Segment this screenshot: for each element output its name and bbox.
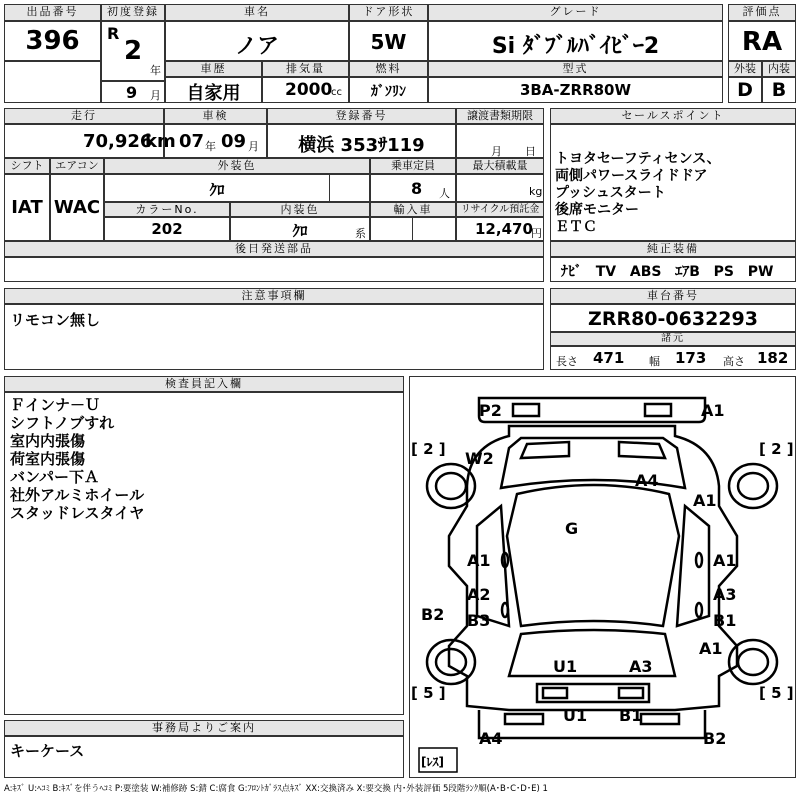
reg-month: 9 (126, 83, 138, 102)
inspector-notes (10, 396, 144, 522)
capacity-cell (370, 174, 456, 202)
sales-point-item: プッシュスタート (555, 185, 666, 201)
model-cell (428, 77, 723, 103)
first-reg-year-cell (101, 21, 165, 81)
genuine-header: 純正装備 (550, 241, 796, 257)
caution-text: リモコン無し (10, 311, 101, 329)
tire-rear-left-icon (427, 640, 475, 684)
score: RA (741, 27, 783, 57)
damage-mark: A1 (693, 491, 717, 510)
color-no-header: カラーNo. (104, 202, 230, 217)
int-color-header: 内装色 (230, 202, 370, 217)
chassis-no: ZRR80-0632293 (588, 308, 758, 330)
shift-header: シフト (4, 158, 50, 174)
mileage: 70,926 (83, 131, 153, 152)
import-divider (412, 218, 413, 240)
reg-month-unit: 月 (150, 89, 161, 102)
sales-point-header: セールスポイント (550, 108, 796, 124)
inspector-note: 社外アルミホイール (10, 486, 145, 504)
shift-cell (4, 174, 50, 241)
inspector-note: Ｆインナ－Ｕ (10, 396, 101, 414)
first-reg-month-cell (101, 81, 165, 103)
transfer-doc-cell (456, 124, 544, 158)
history: 自家用 (186, 83, 241, 104)
office-cell (4, 736, 404, 778)
damage-mark: W2 (465, 449, 494, 468)
length-label: 長さ (556, 355, 578, 368)
height-label: 高さ (723, 355, 745, 368)
model-header: 型式 (428, 61, 723, 77)
damage-mark: A3 (713, 585, 737, 604)
office-header: 事務局よりご案内 (4, 720, 404, 736)
genuine-cell (550, 257, 796, 282)
office-text: キーケース (10, 742, 85, 760)
insp-year: 07 (179, 131, 205, 152)
damage-marks (421, 401, 737, 748)
sales-point-cell (550, 124, 796, 241)
damage-mark: A4 (635, 471, 659, 490)
score-header: 評価点 (728, 4, 796, 21)
capacity-unit: 人 (439, 187, 450, 200)
car-diagram (409, 376, 796, 778)
inspector-note: スタッドレスタイヤ (10, 504, 145, 522)
history-cell (165, 77, 262, 103)
first-reg-header: 初度登録 (101, 4, 165, 21)
later-parts-header: 後日発送部品 (4, 241, 544, 257)
genuine-item: PW (747, 264, 774, 280)
sales-point-item: トヨタセーフティセンス、 (555, 151, 721, 167)
caution-cell (4, 304, 544, 370)
color-no: 202 (151, 220, 183, 238)
damage-mark: A1 (467, 551, 491, 570)
reg-no-cell (267, 124, 456, 158)
inspector-header: 検査員記入欄 (4, 376, 404, 392)
door-type: 5W (370, 30, 407, 54)
damage-mark: A2 (467, 585, 491, 604)
aircon-header: エアコン (50, 158, 104, 174)
inspection-cell (164, 124, 267, 158)
exterior-grade: D (737, 79, 753, 101)
int-color-suffix: 系 (355, 227, 366, 240)
door-cell (349, 21, 428, 61)
recycle-unit: 円 (531, 227, 542, 240)
lot-no: 396 (25, 26, 80, 56)
exterior-header: 外装 (728, 61, 762, 77)
aircon-cell (50, 174, 104, 241)
inspection-header: 車検 (164, 108, 267, 124)
insp-month: 09 (221, 131, 247, 152)
displacement: 2000 (285, 80, 333, 100)
damage-mark: G (565, 519, 579, 538)
transfer-month-unit: 月 (491, 145, 502, 158)
chassis-cell (550, 304, 796, 332)
damage-mark: B1 (713, 611, 737, 630)
capacity: 8 (411, 179, 423, 198)
fuel: ｶﾞｿﾘﾝ (371, 84, 406, 100)
damage-mark: A4 (479, 729, 503, 748)
model: 3BA-ZRR80W (519, 81, 632, 99)
mileage-cell (4, 124, 176, 158)
genuine-item: TV (595, 264, 617, 280)
max-load-unit: kg (529, 185, 543, 198)
int-color: ｸﾛ (292, 222, 308, 240)
transfer-day-unit: 日 (525, 145, 536, 158)
displacement-header: 排気量 (262, 61, 349, 77)
reg-no: 横浜 353ｻ119 (298, 135, 425, 156)
tire-group (427, 464, 777, 684)
inspector-note: シフトノブすれ (10, 414, 115, 432)
tire-front-right-icon (729, 464, 777, 508)
damage-mark: B1 (619, 706, 643, 725)
genuine-item: ABS (629, 264, 662, 280)
genuine-item: ﾅﾋﾞ (561, 264, 582, 280)
ext-color-cell (104, 174, 370, 202)
mileage-unit: km (145, 131, 176, 152)
damage-mark: P2 (479, 401, 502, 420)
recycle-header: リサイクル預託金 (456, 202, 544, 217)
lot-blank-cell (4, 61, 101, 103)
width-label: 幅 (649, 355, 660, 368)
reg-year: 2 (124, 36, 143, 66)
ext-color-header: 外装色 (104, 158, 370, 174)
inspector-note: バンパー下Ａ (10, 468, 99, 486)
car-name-header: 車名 (165, 4, 349, 21)
car-name: ノア (234, 34, 279, 59)
max-load-cell (456, 174, 544, 202)
history-header: 車歴 (165, 61, 262, 77)
tire-front-right-mark: [ 2 ] (759, 440, 794, 458)
damage-mark: A1 (713, 551, 737, 570)
insp-month-unit: 月 (248, 140, 259, 153)
door-header: ドア形状 (349, 4, 428, 21)
car-name-cell (165, 21, 349, 61)
displacement-cell (262, 77, 349, 103)
lot-no-header: 出品番号 (4, 4, 101, 21)
sales-point-item: 両側パワースライドドア (555, 168, 708, 184)
reg-no-header: 登録番号 (267, 108, 456, 124)
damage-mark: B2 (421, 605, 445, 624)
import-header: 輸入車 (370, 202, 456, 217)
inspector-note: 荷室内張傷 (10, 450, 86, 468)
damage-mark: B3 (467, 611, 491, 630)
aircon: WAC (53, 197, 101, 218)
width-value: 173 (675, 349, 707, 367)
interior-header: 内装 (762, 61, 796, 77)
specs-cell (550, 346, 796, 370)
tire-front-left-mark: [ 2 ] (411, 440, 446, 458)
genuine-item: ｴｱB (675, 264, 700, 280)
spare-tire-mark: [ﾚｽ] (421, 755, 444, 769)
grade: Si ﾀﾞﾌﾞﾙﾊﾞｲﾋﾞｰ2 (491, 34, 660, 59)
damage-mark: B2 (703, 729, 727, 748)
tire-rear-right-mark: [ 5 ] (759, 684, 794, 702)
specs-header: 諸元 (550, 332, 796, 346)
genuine-list (561, 261, 773, 281)
int-color-cell (230, 217, 370, 241)
legend: A:ｷｽﾞ U:ﾍｺﾐ B:ｷｽﾞを伴うﾍｺﾐ P:要塗装 W:補修跡 S:錆 C:腐食 G:ﾌﾛﾝﾄｶﾞﾗｽ点ｷｽﾞ XX:交換済み X:要交換 内･外装評価 5段階ﾗﾝｸ順(A･B･C･D･E) 1 (4, 784, 548, 794)
damage-mark: A1 (701, 401, 725, 420)
fuel-cell (349, 77, 428, 103)
import-cell (370, 217, 456, 241)
height-value: 182 (757, 349, 789, 367)
damage-mark: U1 (563, 706, 588, 725)
damage-mark: A3 (629, 657, 653, 676)
grade-header: グレード (428, 4, 723, 21)
exterior-grade-cell (728, 77, 762, 103)
caution-header: 注意事項欄 (4, 288, 544, 304)
reg-year-unit: 年 (150, 64, 161, 77)
sales-point-item: 後席モニター (555, 202, 639, 218)
ext-color: ｸﾛ (209, 181, 225, 199)
sales-point-list (555, 151, 721, 236)
inspector-note: 室内内張傷 (10, 432, 86, 450)
insp-year-unit: 年 (205, 140, 216, 153)
capacity-header: 乗車定員 (370, 158, 456, 174)
chassis-header: 車台番号 (550, 288, 796, 304)
tire-rear-left-mark: [ 5 ] (411, 684, 446, 702)
interior-grade-cell (762, 77, 796, 103)
score-cell (728, 21, 796, 61)
transfer-doc-header: 譲渡書類期限 (456, 108, 544, 124)
damage-mark: U1 (553, 657, 578, 676)
fuel-header: 燃料 (349, 61, 428, 77)
inspector-cell (4, 392, 404, 715)
later-parts-cell (4, 257, 544, 282)
recycle-cell (456, 217, 544, 241)
length-value: 471 (593, 349, 625, 367)
era: R (107, 24, 120, 43)
mileage-header: 走行 (4, 108, 164, 124)
shift: IAT (11, 197, 43, 218)
interior-grade: B (771, 79, 787, 101)
recycle: 12,470 (475, 220, 533, 238)
grade-cell (428, 21, 723, 61)
sales-point-item: ＥＴＣ (555, 219, 597, 235)
ext-color-divider (329, 175, 330, 201)
damage-mark: A1 (699, 639, 723, 658)
genuine-item: PS (713, 264, 734, 280)
color-no-cell (104, 217, 230, 241)
max-load-header: 最大積載量 (456, 158, 544, 174)
displacement-unit: cc (331, 87, 342, 98)
lot-no-cell (4, 21, 101, 61)
